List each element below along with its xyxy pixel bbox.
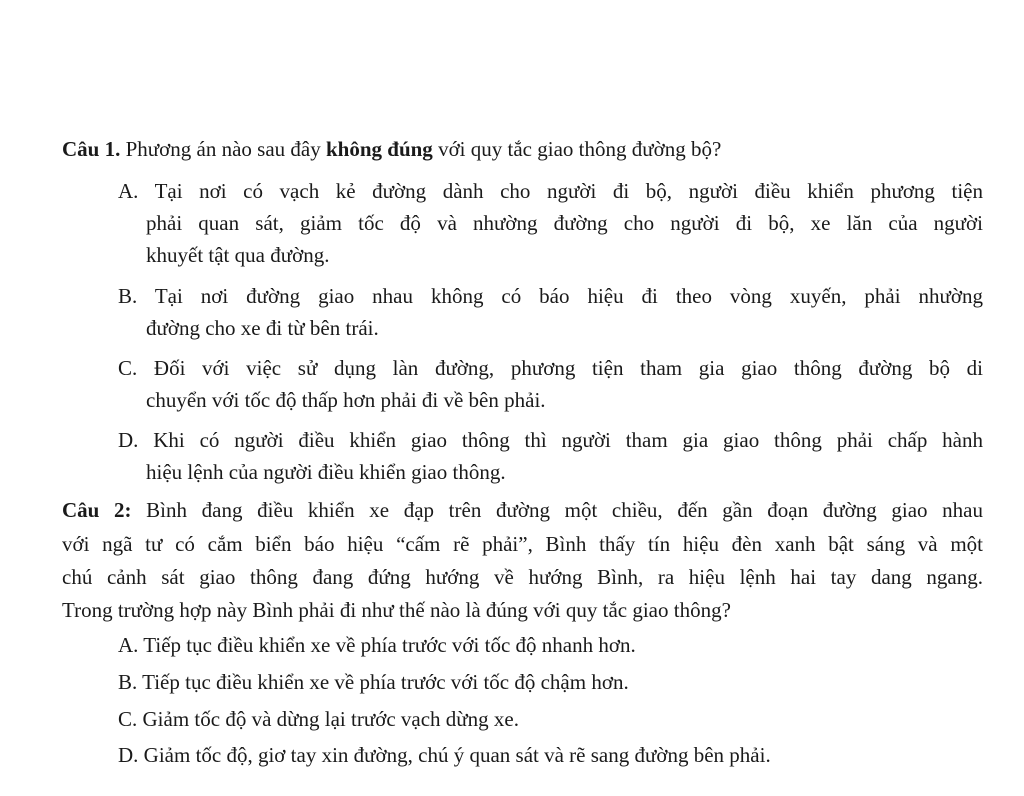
- question-1-label: Câu 1.: [62, 137, 121, 161]
- question-1-stem: [62, 136, 721, 162]
- question-2-stem-line-1: [62, 497, 983, 523]
- question-1-option-b-line-1: B. Tại nơi đường giao nhau không có báo hiệu đi theo vòng xuyến, phải nhường: [118, 284, 983, 308]
- question-1-option-a-line-1: A. Tại nơi có vạch kẻ đường dành cho người đi bộ, người điều khiển phương tiện: [118, 179, 983, 203]
- question-2-label: Câu 2:: [62, 498, 132, 522]
- question-2-option-c: C. Giảm tốc độ và dừng lại trước vạch dừng xe.: [118, 707, 519, 731]
- question-1-text-after: với quy tắc giao thông đường bộ?: [432, 137, 722, 161]
- question-2-text-line-1: Bình đang điều khiển xe đạp trên đường một chiều, đến gần đoạn đường giao nhau: [131, 498, 983, 522]
- question-1-option-d-line-2: hiệu lệnh của người điều khiển giao thông.: [146, 460, 506, 484]
- question-1-option-c-line-1: C. Đối với việc sử dụng làn đường, phương tiện tham gia giao thông đường bộ di: [118, 356, 983, 380]
- question-1-option-c-line-2: chuyển với tốc độ thấp hơn phải đi về bên phải.: [146, 388, 546, 412]
- question-2-option-a: A. Tiếp tục điều khiển xe về phía trước với tốc độ nhanh hơn.: [118, 633, 636, 657]
- question-2-stem-line-3: chú cảnh sát giao thông đang đứng hướng về hướng Bình, ra hiệu lệnh hai tay dang ngang.: [62, 565, 983, 589]
- question-1-option-d-line-1: D. Khi có người điều khiển giao thông thì người tham gia giao thông phải chấp hành: [118, 428, 983, 452]
- question-1-emphasis: không đúng: [325, 137, 433, 161]
- question-2-option-d: D. Giảm tốc độ, giơ tay xin đường, chú ý quan sát và rẽ sang đường bên phải.: [118, 743, 771, 767]
- question-2-stem-line-4: Trong trường hợp này Bình phải đi như thế nào là đúng với quy tắc giao thông?: [62, 598, 731, 622]
- question-2-stem-line-2: với ngã tư có cắm biển báo hiệu “cấm rẽ phải”, Bình thấy tín hiệu đèn xanh bật sáng và một: [62, 532, 983, 556]
- question-1-option-b-line-2: đường cho xe đi từ bên trái.: [146, 316, 379, 340]
- question-2-option-b: B. Tiếp tục điều khiển xe về phía trước với tốc độ chậm hơn.: [118, 670, 629, 694]
- question-1-option-a-line-2: phải quan sát, giảm tốc độ và nhường đường cho người đi bộ, xe lăn của người: [146, 211, 983, 235]
- question-1-option-a-line-3: khuyết tật qua đường.: [146, 243, 330, 267]
- question-1-text-before: Phương án nào sau đây: [120, 137, 326, 161]
